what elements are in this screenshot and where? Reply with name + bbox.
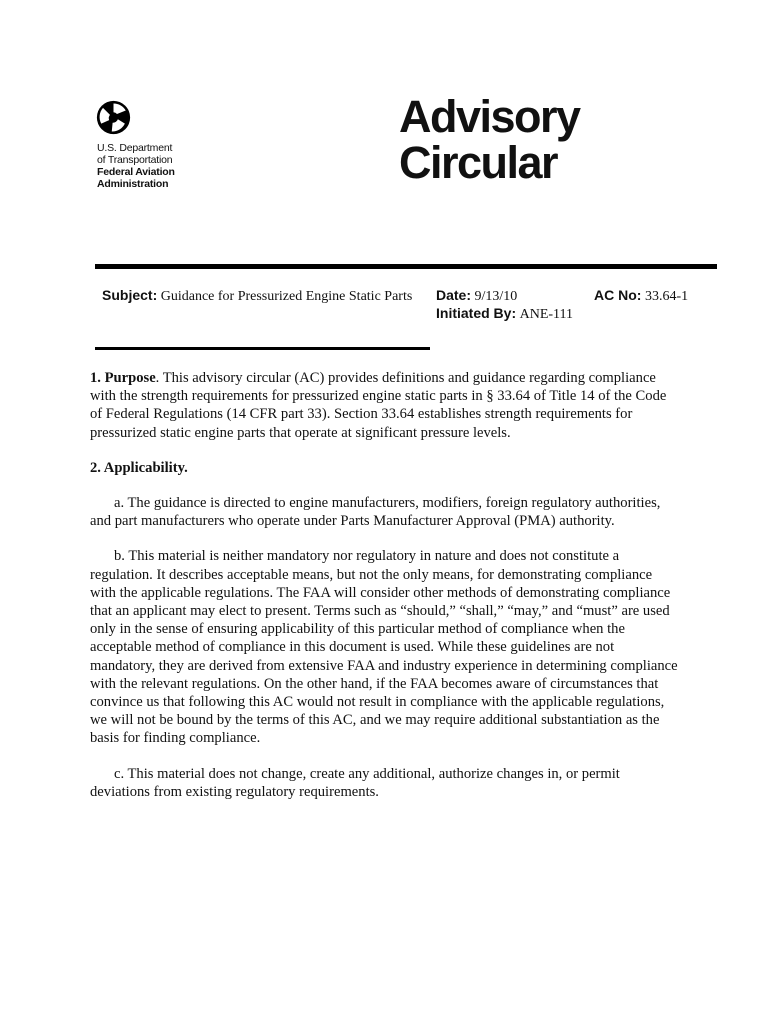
acno-label: AC No:	[594, 287, 642, 303]
date-label: Date:	[436, 287, 472, 303]
agency-line-3: Federal Aviation	[97, 166, 175, 178]
document-body	[90, 369, 680, 818]
date-field	[436, 286, 517, 306]
purpose-heading: 1. Purpose	[90, 370, 156, 386]
document-title	[399, 91, 580, 188]
paragraph-a: a. The guidance is directed to engine manufacturers, modifiers, foreign regulatory authorities, and part manufacturers who operate under Parts Manufacturer Approval (PMA) authority.	[90, 495, 661, 530]
header-divider	[95, 264, 717, 269]
subject-field	[102, 286, 422, 306]
initiated-label: Initiated By:	[436, 305, 517, 321]
date-value: 9/13/10	[474, 289, 518, 304]
paragraph-c: c. This material does not change, create any additional, authorize changes in, or permit deviations from existing regulatory requirements.	[90, 765, 620, 800]
initiated-value: ANE-111	[519, 307, 574, 322]
ac-number-field	[594, 286, 688, 306]
subject-label: Subject:	[102, 287, 158, 303]
paragraph-b: b. This material is neither mandatory nor regulatory in nature and does not constitute a regulation. It describes acceptable means, but not the only means, for demonstrating compliance with the applicable regulations. The FAA will consider other methods of demonstrating compliance that an applicant may elect to present. Terms such as “should,” “shall,” “may,” and “must” are used only in the sense of ensuring applicability of this particular method of compliance when the acceptable method of compliance in this document is used. While these guidelines are not mandatory, they are derived from extensive FAA and industry experience in determining compliance with the relevant regulations. On the other hand, if the FAA becomes aware of circumstances that convince us that following this AC would not result in compliance with the applicable regulations, we will not be bound by the terms of this AC, and we may require additional substantiation as the basis for finding compliance.	[90, 548, 678, 747]
subject-value: Guidance for Pressurized Engine Static Parts	[160, 289, 413, 304]
title-line-1: Advisory	[399, 91, 580, 142]
purpose-text: . This advisory circular (AC) provides definitions and guidance regarding compliance with the strength requirements for pressurized engine static parts in § 33.64 of Title 14 of the Code of Federal Regulations (14 CFR part 33). Section 33.64 establishes strength requirements for pressurized static engine parts that operate at significant pressure levels.	[90, 370, 667, 441]
agency-line-2: of Transportation	[97, 154, 173, 166]
acno-value: 33.64-1	[644, 289, 689, 304]
purpose-paragraph	[90, 369, 680, 442]
applicability-heading: 2. Applicability.	[90, 459, 188, 476]
agency-line-4: Administration	[97, 178, 169, 190]
dot-logo-icon	[96, 100, 131, 135]
agency-line-1: U.S. Department	[97, 142, 173, 154]
title-line-2: Circular	[399, 137, 558, 188]
agency-name	[97, 142, 175, 190]
initiated-by-field	[436, 304, 573, 324]
subject-divider	[95, 347, 430, 350]
